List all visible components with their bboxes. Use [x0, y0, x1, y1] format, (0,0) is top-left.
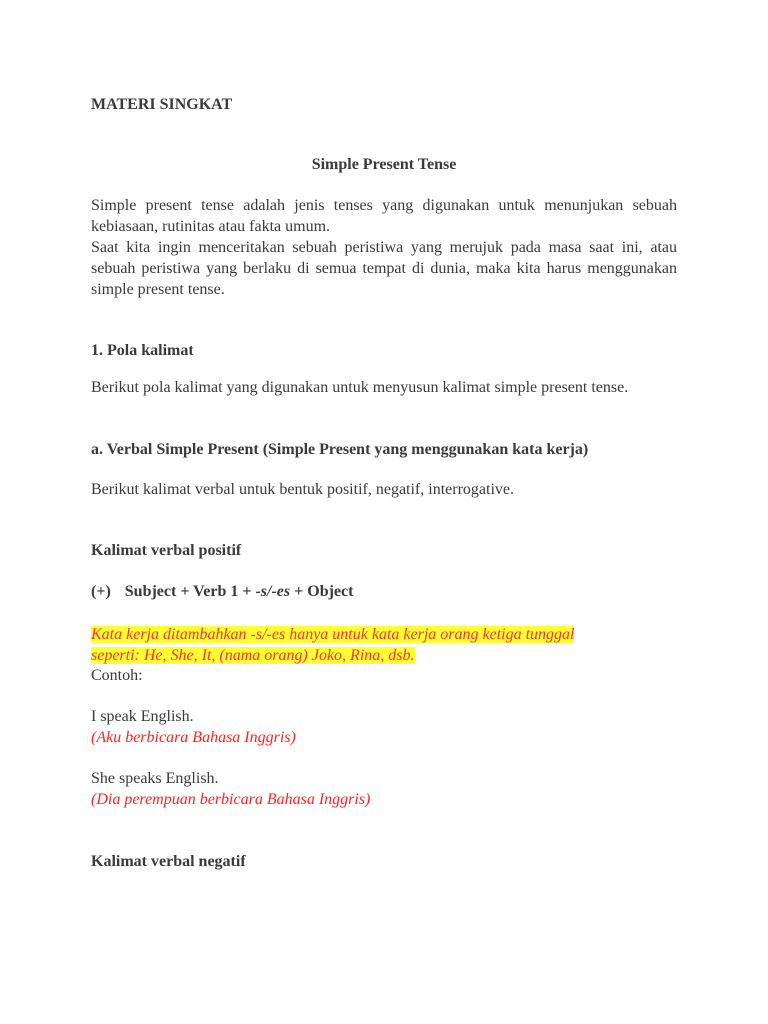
- page-title: Simple Present Tense: [311, 156, 457, 173]
- formula-part-a: Subject + Verb 1 +: [124, 583, 256, 600]
- subheading-verbal: a. Verbal Simple Present (Simple Present yang menggunakan kata kerja): [91, 441, 589, 458]
- highlight-note-line-1: Kata kerja ditambahkan -s/-es hanya untuk kata kerja orang ketiga tunggal: [91, 626, 575, 643]
- section-heading-pola: 1. Pola kalimat: [91, 342, 194, 359]
- negatif-heading: Kalimat verbal negatif: [91, 853, 246, 870]
- example-1: I speak English.: [91, 708, 194, 725]
- intro-paragraph-1: Simple present tense adalah jenis tenses yang digunakan untuk menunjukan sebuah kebiasaan, rutinitas atau fakta umum.: [91, 197, 677, 235]
- section-description: Berikut pola kalimat yang digunakan untuk menyusun kalimat simple present tense.: [91, 379, 629, 396]
- example-1-translation: (Aku berbicara Bahasa Inggris): [91, 729, 296, 746]
- highlight-note-line-2: seperti: He, She, It, (nama orang) Joko, Rina, dsb.: [91, 647, 415, 664]
- verbal-description: Berikut kalimat verbal untuk bentuk positif, negatif, interrogative.: [91, 481, 514, 498]
- materi-heading: MATERI SINGKAT: [91, 96, 233, 113]
- formula-part-c: + Object: [290, 583, 354, 600]
- highlight-note: [91, 624, 574, 666]
- formula-suffix: -s/-es: [255, 583, 291, 600]
- intro-paragraph-2: Saat kita ingin menceritakan sebuah peristiwa yang merujuk pada masa saat ini, atau sebuah peristiwa yang berlaku di semua tempat di dunia, maka kita harus menggunakan simple present tense.: [91, 239, 677, 298]
- example-2: She speaks English.: [91, 770, 219, 787]
- positif-formula: [91, 581, 353, 602]
- formula-sign: (+): [91, 583, 111, 600]
- contoh-label: Contoh:: [91, 667, 143, 684]
- positif-heading: Kalimat verbal positif: [91, 542, 242, 559]
- example-2-translation: (Dia perempuan berbicara Bahasa Inggris): [91, 791, 371, 808]
